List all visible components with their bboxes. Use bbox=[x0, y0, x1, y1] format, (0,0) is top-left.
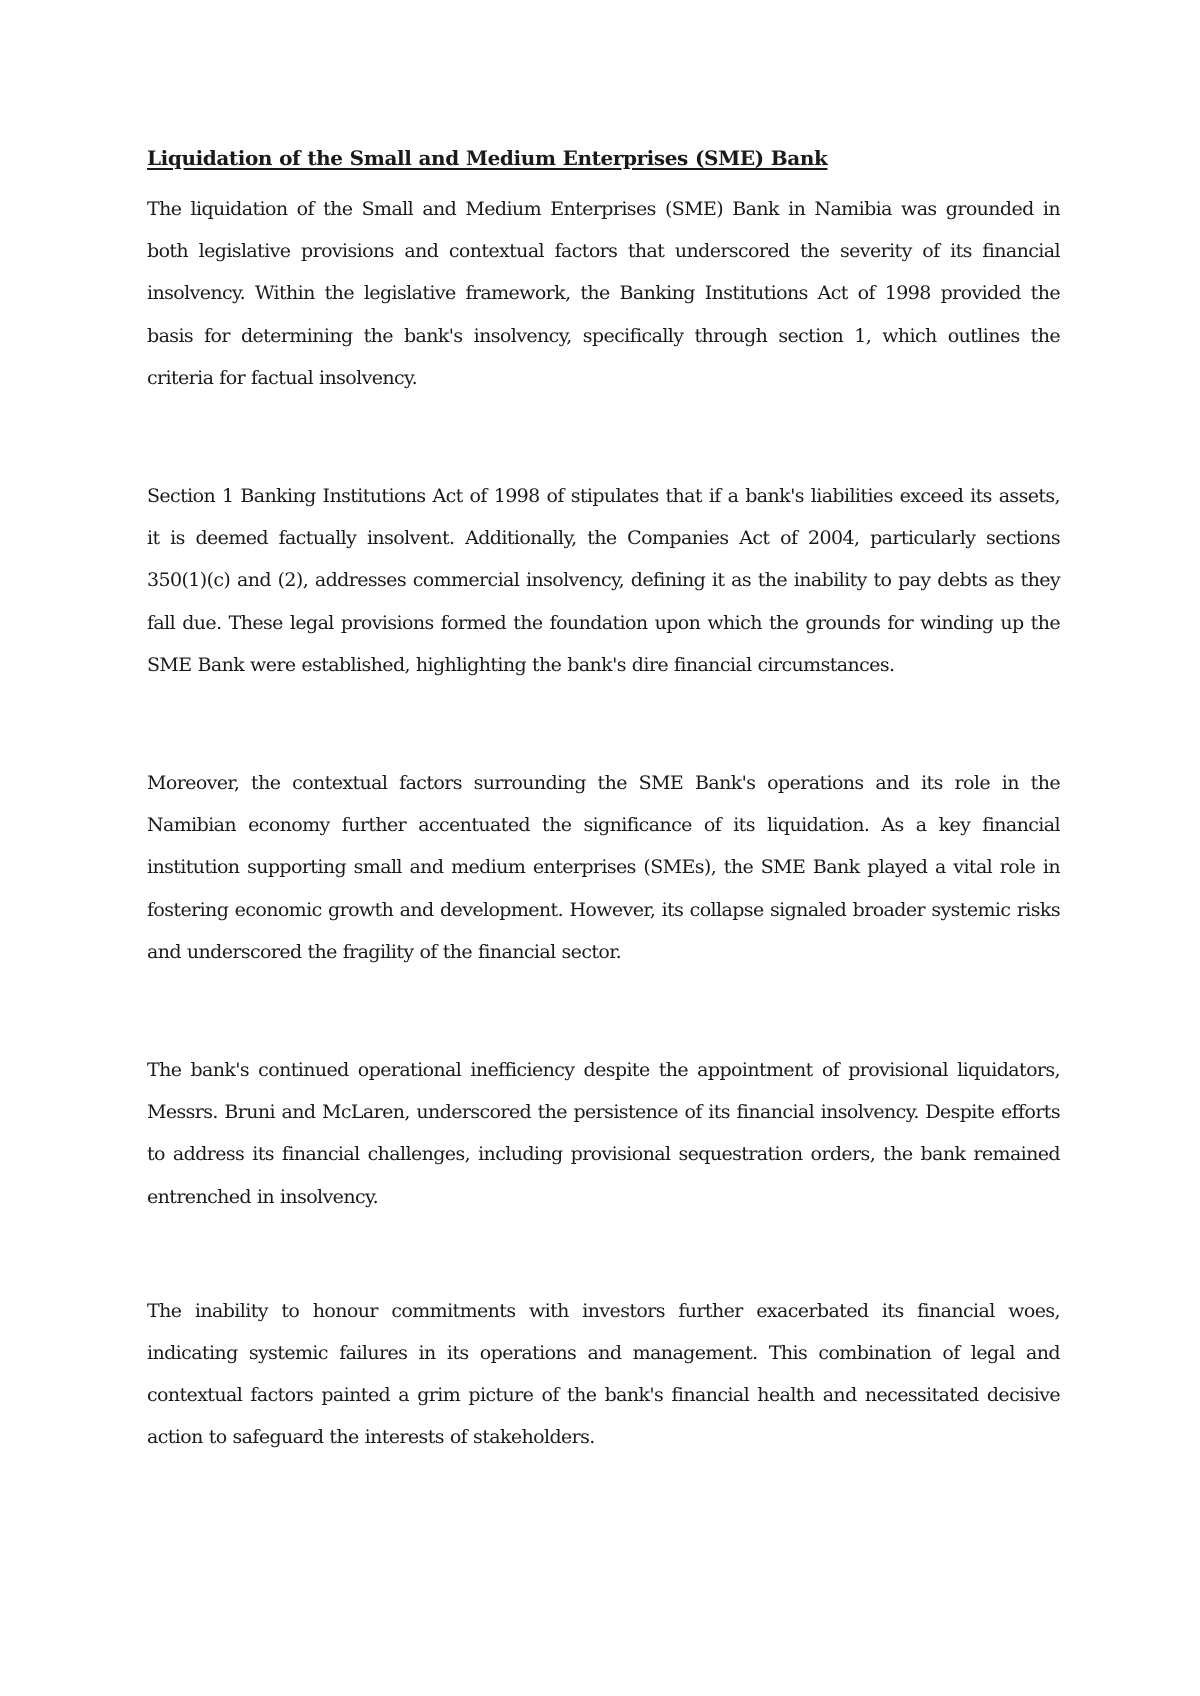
document-body bbox=[147, 144, 1060, 1459]
paragraph-1: The liquidation of the Small and Medium Enterprises (SME) Bank in Namibia was grounded in both legislative provisions and contextual factors that underscored the severity of its financial insolvency. Within the legislative framework, the Banking Institutions Act of 1998 provided the basis for determining the bank's insolvency, specifically through section 1, which outlines the criteria for factual insolvency. bbox=[147, 198, 1060, 389]
paragraph-5: The inability to honour commitments with investors further exacerbated its financial woes, indicating systemic failures in its operations and management. This combination of legal and contextual factors painted a grim picture of the bank's financial health and necessitated decisive action to safeguard the interests of stakeholders. bbox=[147, 1299, 1060, 1449]
paragraph-4: The bank's continued operational inefficiency despite the appointment of provisional liquidators, Messrs. Bruni and McLaren, underscored the persistence of its financial insolvency. Despite efforts to address its financial challenges, including provisional sequestration orders, the bank remained entrenched in insolvency. bbox=[147, 1059, 1060, 1208]
paragraph-2: Section 1 Banking Institutions Act of 1998 of stipulates that if a bank's liabilities exceed its assets, it is deemed factually insolvent. Additionally, the Companies Act of 2004, particularly sections 350(1)(c) and (2), addresses commercial insolvency, defining it as the inability to pay debts as they fall due. These legal provisions formed the foundation upon which the grounds for winding up the SME Bank were established, highlighting the bank's dire financial circumstances. bbox=[147, 485, 1060, 676]
paragraph-3: Moreover, the contextual factors surrounding the SME Bank's operations and its role in the Namibian economy further accentuated the significance of its liquidation. As a key financial institution supporting small and medium enterprises (SMEs), the SME Bank played a vital role in fostering economic growth and development. However, its collapse signaled broader systemic risks and underscored the fragility of the financial sector. bbox=[147, 772, 1060, 963]
document-title: Liquidation of the Small and Medium Enterprises (SME) Bank bbox=[147, 146, 828, 170]
